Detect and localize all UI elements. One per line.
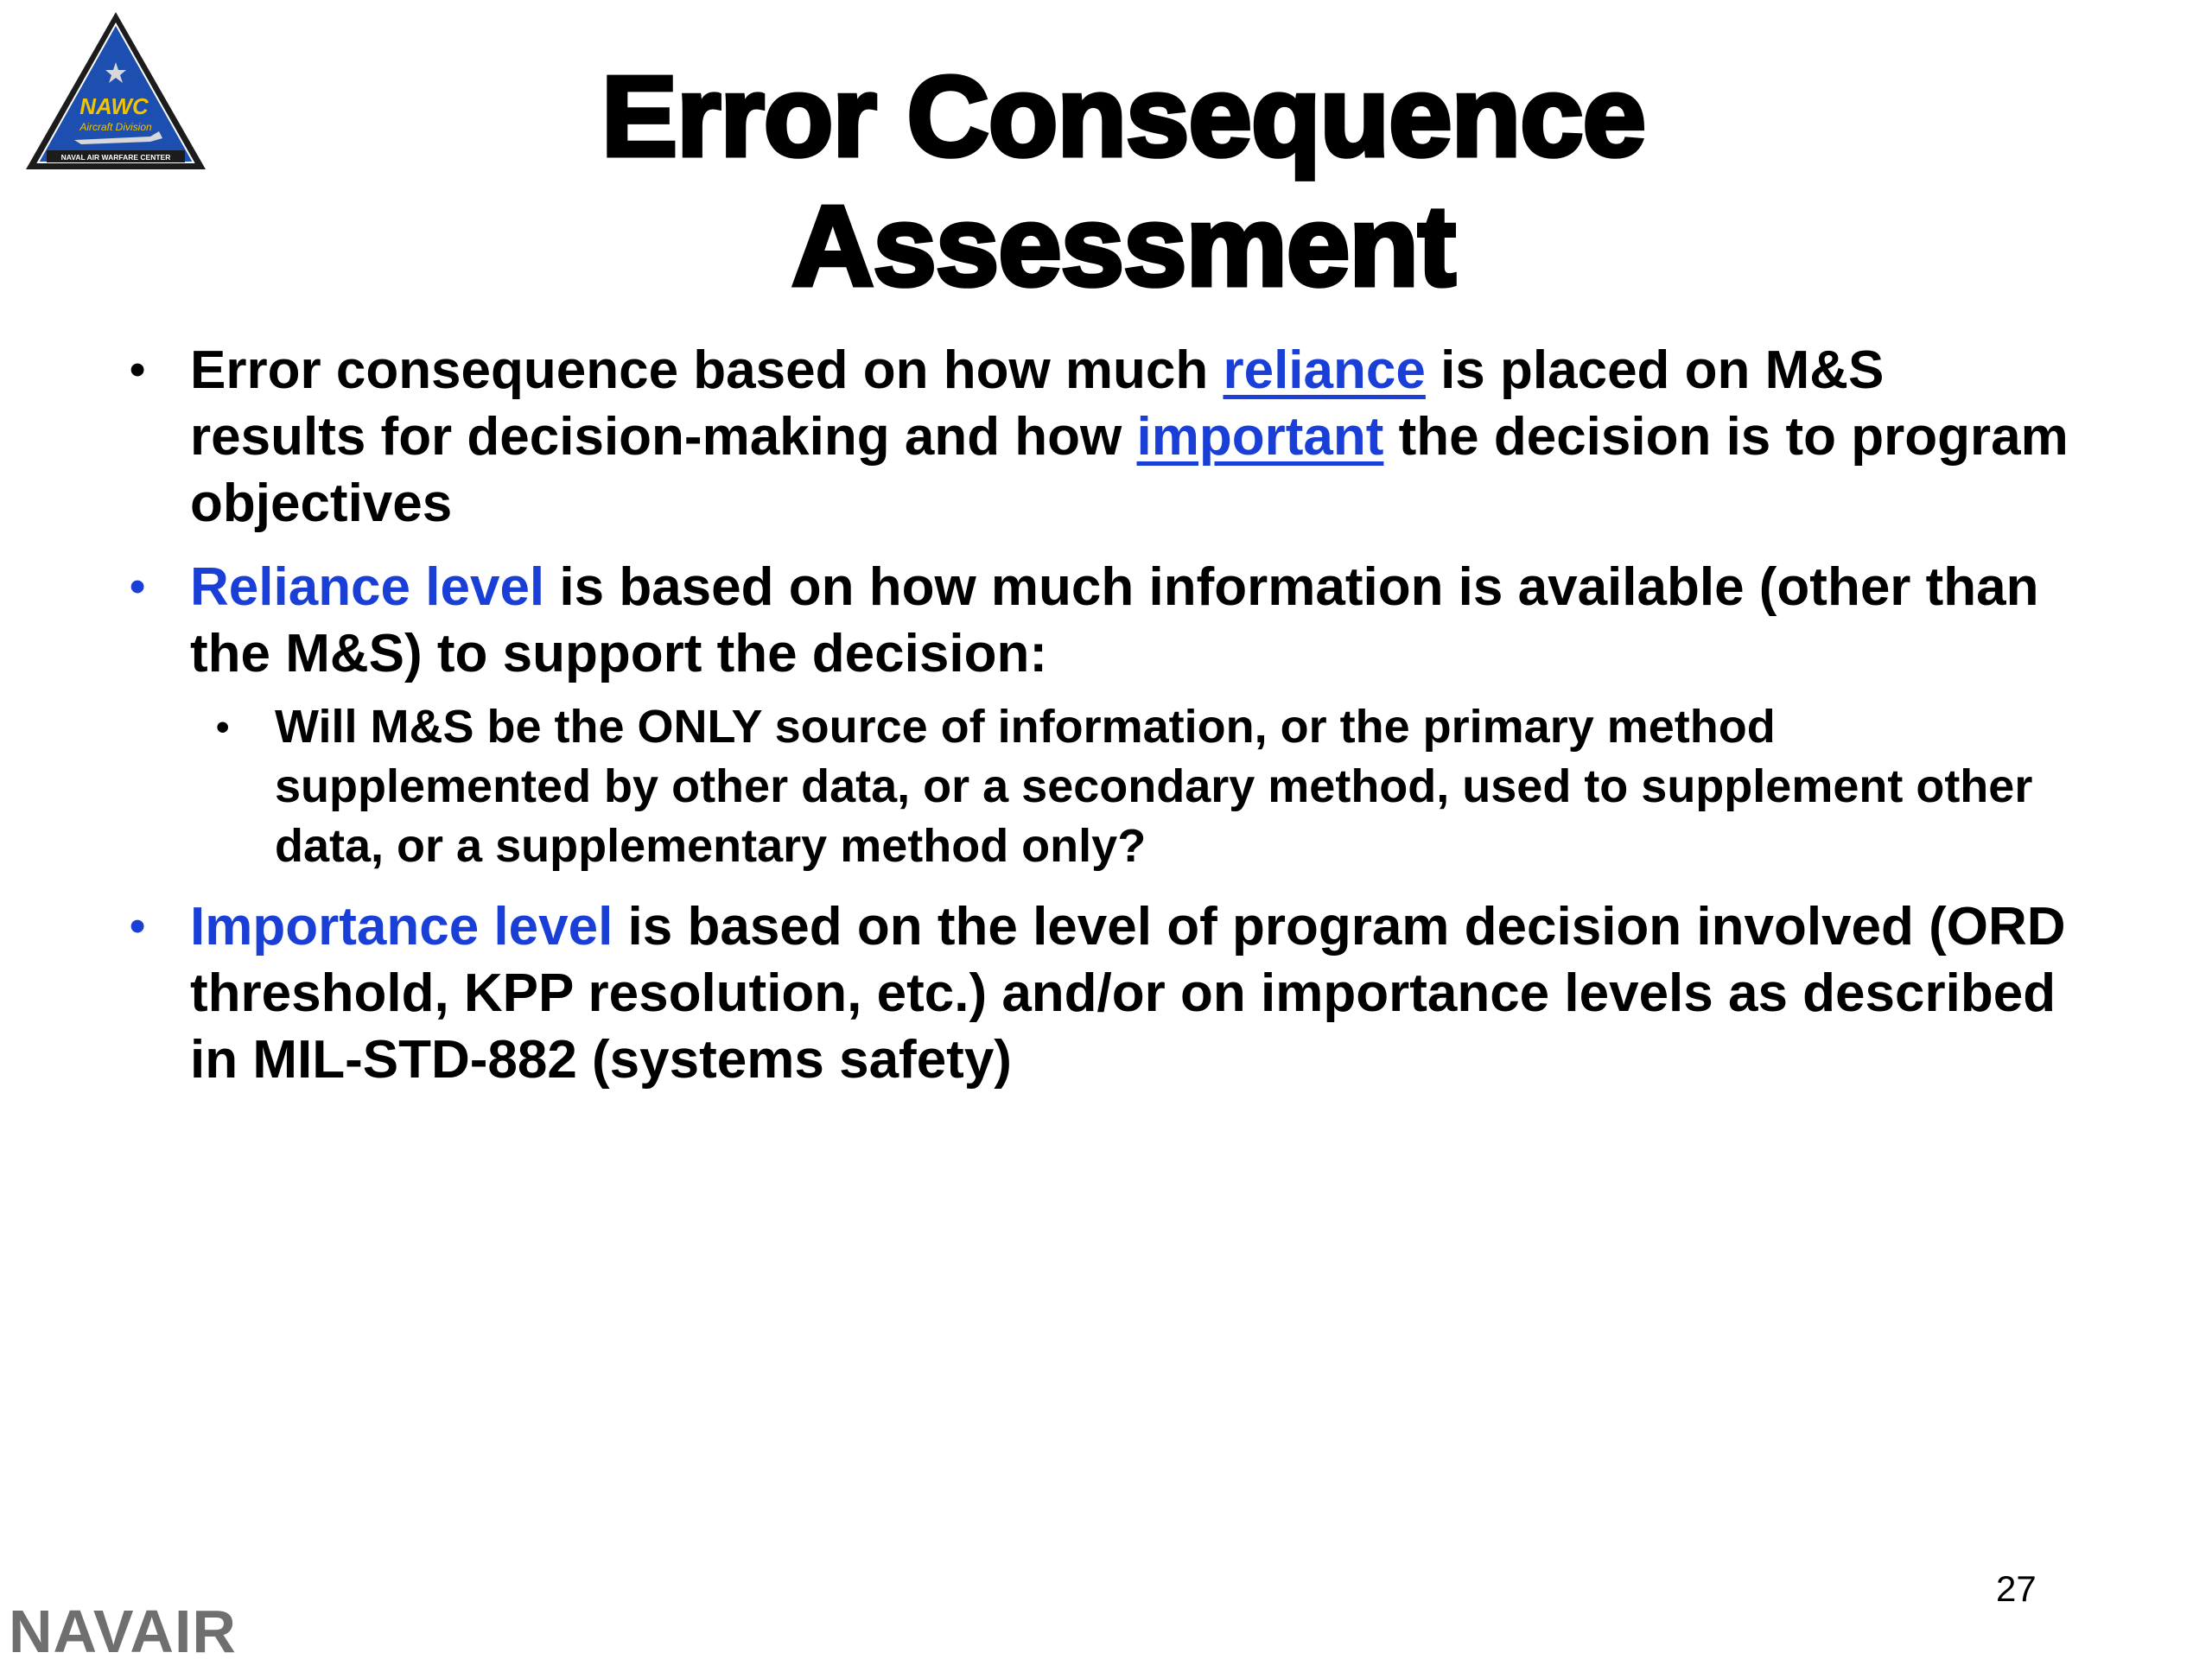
important-link[interactable]: important (1136, 407, 1384, 467)
page-number: 27 (1996, 1568, 2037, 1609)
sub-bullet-list (190, 697, 2074, 876)
sub-bullet-text: Will M&S be the ONLY source of information, or the primary method supplemented by other data, or a secondary method, used to supplement other data, or a supplementary method only? (275, 701, 2033, 872)
bullet-3-text: is based on the level of program decision involved (ORD threshold, KPP resolution, etc.) and/or on importance levels as described in MIL-STD-882 (systems safety) (190, 897, 2066, 1090)
slide-title (259, 52, 1987, 311)
bullet-1-text-c: the decision is to program objectives (190, 407, 2069, 533)
svg-text:NAVAL AIR WARFARE CENTER: NAVAL AIR WARFARE CENTER (60, 153, 171, 162)
slide-title-line-1: Error Consequence (601, 53, 1645, 180)
svg-text:Aircraft Division: Aircraft Division (79, 121, 152, 133)
bullet-dot-icon: • (130, 562, 146, 612)
bullet-reliance-level (130, 554, 2074, 876)
bullet-dot-icon: • (130, 901, 146, 951)
sub-bullet-source-of-information (216, 697, 2074, 876)
bullet-1-text-b: is placed on M&S results for decision-making and how (190, 340, 1885, 467)
navair-footer-logo: NAVAIR (9, 1598, 237, 1659)
reliance-link[interactable]: reliance (1223, 340, 1426, 400)
nawc-logo (21, 9, 211, 173)
reliance-level-term: Reliance level (190, 557, 545, 617)
bullet-dot-icon: • (130, 345, 146, 395)
sub-bullet-dot-icon: • (216, 706, 230, 748)
svg-text:NAWC: NAWC (79, 93, 149, 119)
bullet-list (130, 337, 2074, 1110)
importance-level-term: Importance level (190, 897, 613, 957)
bullet-error-consequence (130, 337, 2074, 537)
bullet-1-text-a: Error consequence based on how much (190, 340, 1224, 400)
bullet-2-text: is based on how much information is available (other than the M&S) to support the decision: (190, 557, 2039, 683)
slide-title-line-2: Assessment (791, 182, 1455, 309)
bullet-importance-level (130, 893, 2074, 1093)
nawc-triangle-logo-icon (21, 9, 211, 173)
